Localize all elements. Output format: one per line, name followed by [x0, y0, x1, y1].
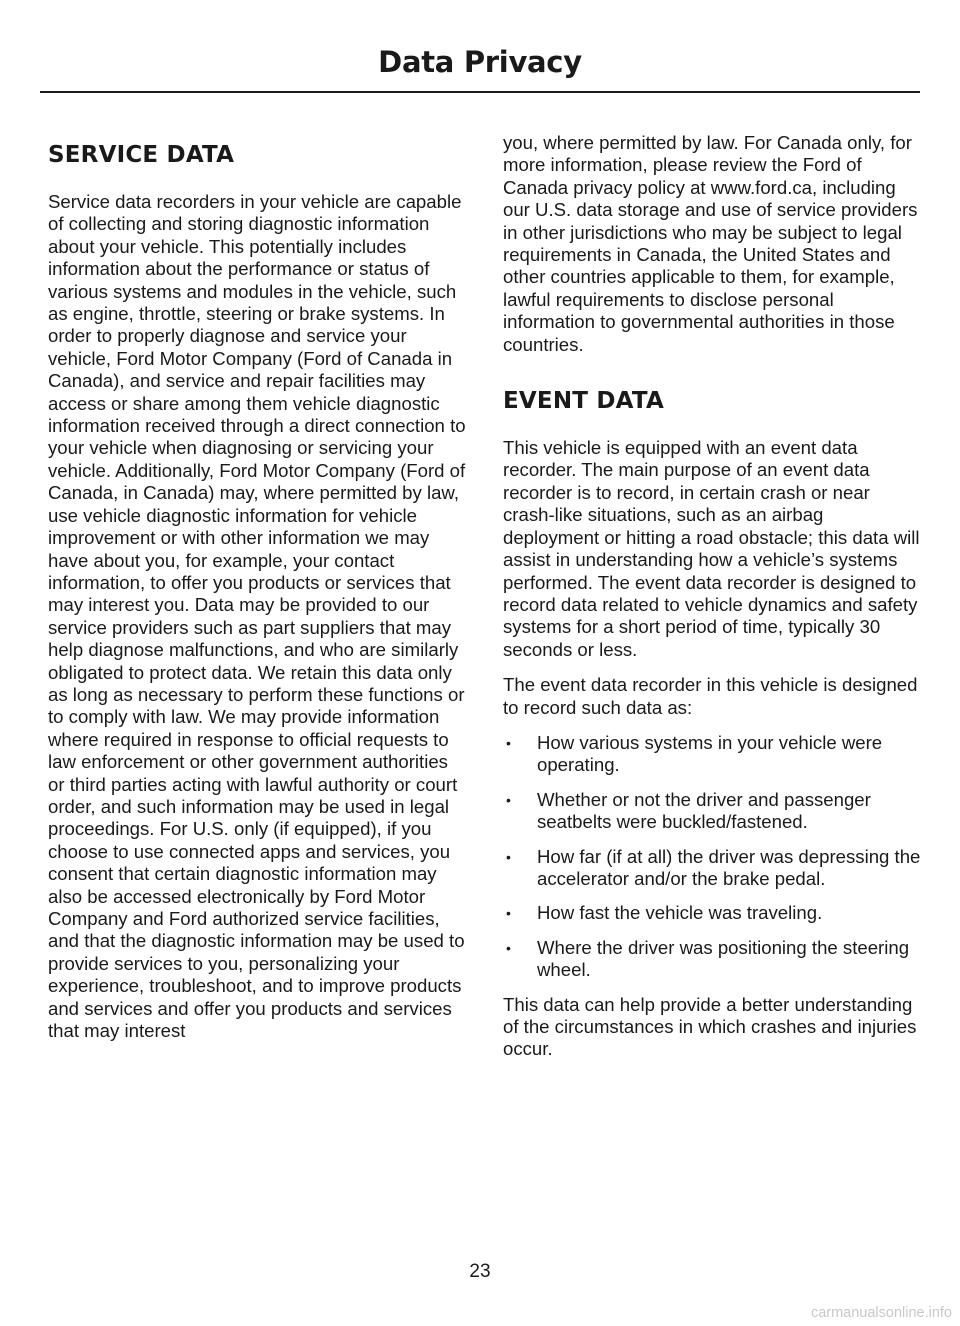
event-data-paragraph-3: This data can help provide a better understanding of the circumstances in which crashes and injuries occur. [503, 993, 917, 1060]
bullet-icon: • [506, 791, 511, 808]
list-item-text: How far (if at all) the driver was depressing the accelerator and/or the brake pedal. [537, 845, 921, 889]
recorded-data-list [503, 732, 923, 982]
section-heading-event-data: EVENT DATA [503, 388, 664, 415]
bullet-icon: • [506, 905, 511, 922]
list-item [503, 789, 923, 834]
bullet-icon: • [506, 734, 511, 751]
list-item [503, 902, 923, 924]
service-data-paragraph: Service data recorders in your vehicle are capable of collecting and storing diagnostic information about your vehicle. This potentially includes information about the performance or status of various systems and modules in the vehicle, such as engine, throttle, steering or brake systems. In order to properly diagnose and service your vehicle, Ford Motor Company (Ford of Canada in Canada), and service and repair facilities may access or share among them vehicle diagnostic information received through a direct connection to your vehicle when diagnosing or servicing your vehicle. Additionally, Ford Motor Company (Ford of Canada, in Canada) may, where permitted by law, use vehicle diagnostic information for vehicle improvement or with other information we may have about you, for example, your contact information, to offer you products or services that may interest you. Data may be provided to our service providers such as part suppliers that may help diagnose malfunctions, and who are similarly obligated to protect data. We retain this data only as long as necessary to perform these functions or to comply with law. We may provide information where required in response to official requests to law enforcement or other government authorities or third parties acting with lawful authority or court order, and such information may be used in legal proceedings. For U.S. only (if equipped), if you choose to use connected apps and services, you consent that certain diagnostic information may also be accessed electronically by Ford Motor Company and Ford authorized service facilities, and that the diagnostic information may be used to provide services to you, personalizing your experience, troubleshoot, and to improve products and services and offer you products and services that may interest [48, 191, 466, 1042]
watermark: carmanualsonline.info [810, 1305, 952, 1321]
list-item-text: Where the driver was positioning the steering wheel. [537, 936, 910, 981]
bullet-icon: • [506, 848, 511, 865]
list-item-text: How various systems in your vehicle were operating. [537, 731, 883, 776]
list-item [503, 732, 923, 777]
left-column [48, 132, 468, 1055]
list-item [503, 846, 923, 891]
list-item [503, 937, 923, 982]
event-data-paragraph-1: This vehicle is equipped with an event data recorder. The main purpose of an event data recorder is to record, in certain crash or near crash-like situations, such as an airbag deployment or hitting a road obstacle; this data will assist in understanding how a vehicle’s systems performed. The event data recorder is designed to record data related to vehicle dynamics and safety systems for a short period of time, typically 30 seconds or less. [503, 437, 920, 660]
event-data-paragraph-2: The event data recorder in this vehicle is designed to record such data as: [503, 674, 918, 718]
bullet-icon: • [506, 939, 511, 956]
section-heading-service-data: SERVICE DATA [48, 142, 235, 168]
list-item-text: How fast the vehicle was traveling. [537, 902, 823, 924]
page-number: 23 [469, 1261, 491, 1282]
right-column [503, 132, 923, 1074]
list-item-text: Whether or not the driver and passenger seatbelts were buckled/fastened. [537, 788, 871, 833]
page-title: Data Privacy [378, 45, 582, 79]
header-divider [40, 91, 920, 93]
service-data-continuation: you, where permitted by law. For Canada only, for more information, please review the Ford of Canada privacy policy at www.ford.ca, including our U.S. data storage and use of service providers in other jurisdictions who may be subject to legal requirements in Canada, the United States and other countries applicable to them, for example, lawful requirements to disclose personal information to governmental authorities in those countries. [503, 132, 918, 355]
